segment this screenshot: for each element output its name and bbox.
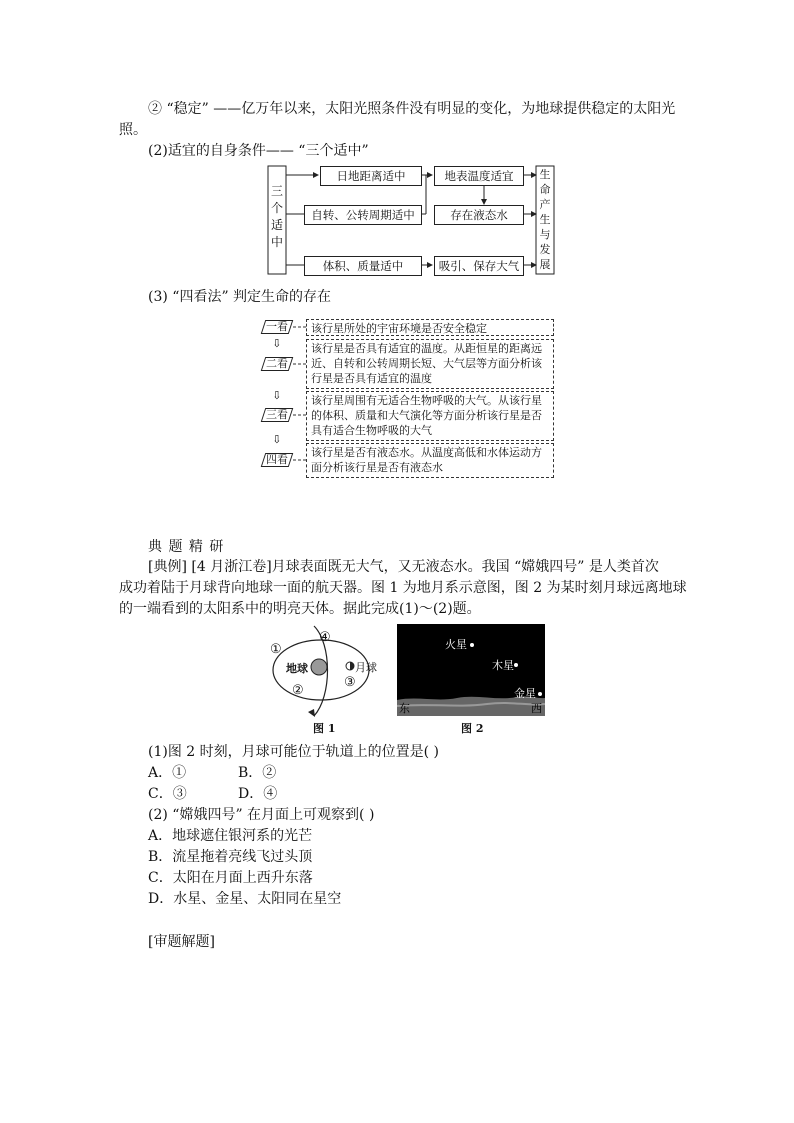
figure2-caption: 图 2 — [461, 722, 484, 735]
diagram-four-looks — [260, 318, 558, 480]
box-atmosphere: 吸引、保存大气 — [434, 256, 524, 276]
look-item-1: 该行星所处的宇宙环境是否安全稳定 — [306, 319, 554, 336]
down-arrow-icon: ⇩ — [272, 389, 282, 402]
heading-four-looks: (3) “四看法” 判定生命的存在 — [148, 289, 332, 305]
east-label: 东 — [399, 702, 410, 715]
down-arrow-icon: ⇩ — [272, 433, 282, 446]
example-line3: 的一端看到的太阳系中的明亮天体。据此完成(1)～(2)题。 — [119, 601, 481, 617]
look-item-3: 该行星周围有无适合生物呼吸的大气。从该行星的体积、质量和大气演化等方面分析该行星是否具有适合生物呼吸的大气 — [306, 391, 554, 441]
venus-label: 金星 — [514, 687, 536, 700]
box-temperature: 地表温度适宜 — [434, 166, 524, 186]
paragraph-stable-line1: ② “稳定” ——亿万年以来，太阳光照条件没有明显的变化，为地球提供稳定的太阳光 — [148, 101, 676, 117]
down-arrow-icon: ⇩ — [272, 337, 282, 350]
tag-look-3: 三看 — [260, 408, 294, 422]
horizon-graphic — [397, 624, 545, 716]
question-2: (2) “嫦娥四号” 在月面上可观察到( ) — [148, 807, 375, 823]
diagram-left-label: 三个适中 — [270, 184, 283, 249]
look-item-2: 该行星是否具有适宜的温度。从距恒星的距离远近、自转和公转周期长短、大气层等方面分析该行星是否具有适宜的温度 — [306, 339, 554, 389]
question-1: (1)图 2 时刻，月球可能位于轨道上的位置是( ) — [148, 744, 440, 760]
position-1-label: ① — [270, 642, 282, 657]
moon-label: 月球 — [355, 661, 377, 674]
diagram-three-suitable — [266, 163, 556, 278]
heading-three-suitable: (2)适宜的自身条件—— “三个适中” — [148, 143, 369, 159]
q1-option-b: B．② — [238, 765, 277, 781]
jupiter-label: 木星 — [492, 659, 514, 672]
tag-look-1: 一看 — [260, 320, 294, 334]
position-3-label: ③ — [344, 675, 356, 690]
figure2-night-sky — [397, 624, 545, 716]
box-sun-earth-distance: 日地距离适中 — [320, 166, 422, 186]
position-4-label: ④ — [319, 630, 331, 645]
analysis-heading: [审题解题] — [148, 934, 215, 950]
look-item-4: 该行星是否有液态水。从温度高低和水体运动方面分析该行星是否有液态水 — [306, 443, 554, 478]
box-liquid-water: 存在液态水 — [434, 205, 524, 225]
box-rotation-revolution: 自转、公转周期适中 — [304, 205, 422, 225]
position-2-label: ② — [292, 683, 304, 698]
q2-option-d: D．水星、金星、太阳同在星空 — [148, 891, 342, 907]
earth-label: 地球 — [286, 662, 308, 675]
q2-option-a: A．地球遮住银河系的光芒 — [148, 828, 313, 844]
paragraph-stable-line2: 照。 — [119, 122, 147, 138]
q1-option-d: D．④ — [238, 786, 278, 802]
diagram-right-label: 生命产生与发展 — [539, 168, 551, 271]
q2-option-c: C．太阳在月面上西升东落 — [148, 870, 313, 886]
figure1-caption: 图 1 — [313, 722, 336, 735]
west-label: 西 — [531, 702, 542, 715]
box-volume-mass: 体积、质量适中 — [304, 256, 422, 276]
section-title: 典 题 精 研 — [148, 539, 225, 555]
tag-look-4: 四看 — [260, 453, 294, 467]
figure1-earth-moon-system — [266, 624, 391, 742]
q1-option-a: A．① — [148, 765, 187, 781]
q2-option-b: B．流星拖着亮线飞过头顶 — [148, 849, 313, 865]
tag-look-2: 二看 — [260, 357, 294, 371]
example-line1: [典例] [4 月浙江卷]月球表面既无大气，又无液态水。我国 “嫦娥四号” 是人类首次 — [148, 559, 659, 575]
example-line2: 成功着陆于月球背向地球一面的航天器。图 1 为地月系示意图，图 2 为某时刻月球远离地球 — [119, 580, 687, 596]
mars-label: 火星 — [445, 638, 467, 651]
q1-option-c: C．③ — [148, 786, 187, 802]
